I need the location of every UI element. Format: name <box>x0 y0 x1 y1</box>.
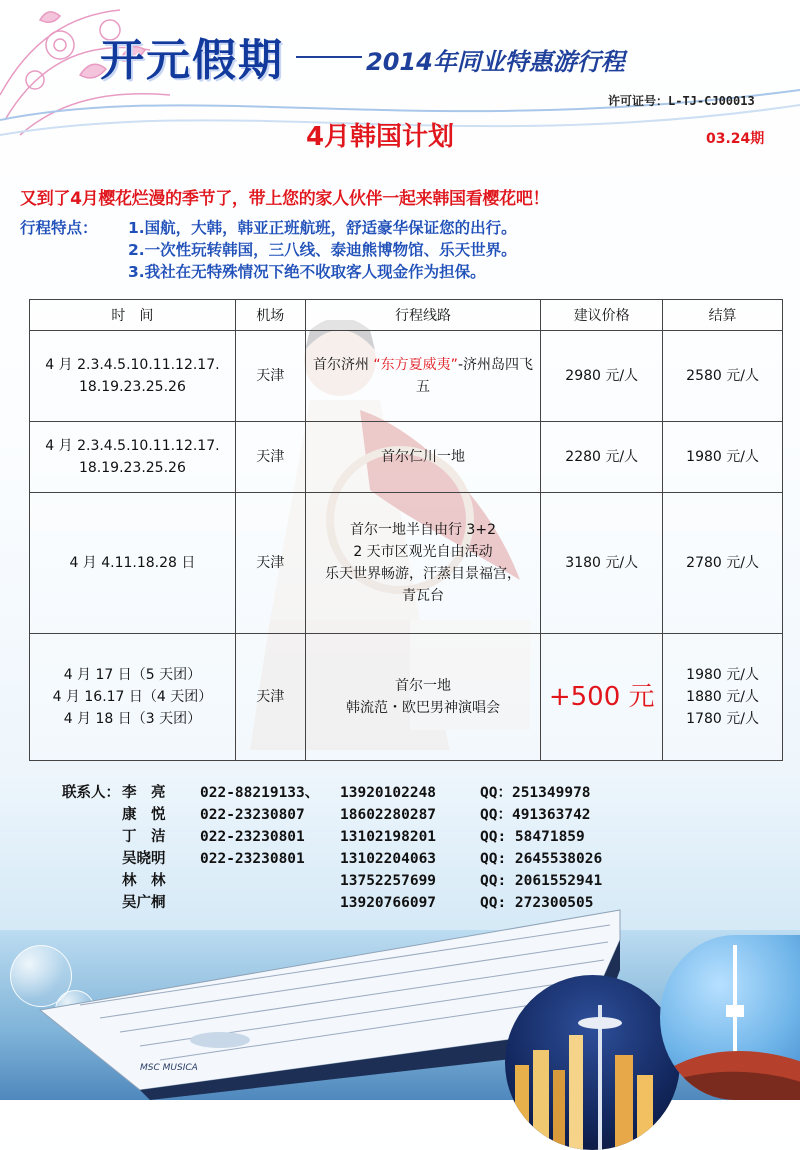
seoul-tower-image <box>660 935 800 1100</box>
price-cell: 2980 元/人 <box>541 331 663 422</box>
issue-number: 03.24期 <box>706 131 765 147</box>
contact-phone: 022-23230801 <box>200 829 305 845</box>
feature-item <box>20 239 780 261</box>
contact-row <box>62 826 762 848</box>
feature-item <box>20 217 780 239</box>
table-row <box>30 493 783 634</box>
brand-title: 开元假期 <box>100 35 284 86</box>
contact-phone: 022-88219133、 <box>200 785 320 801</box>
settlement-cell: 1980 元/人 <box>663 422 783 493</box>
contact-qq: QQ：491363742 <box>480 807 591 823</box>
contact-row <box>62 804 762 826</box>
contact-mobile: 13102198201 <box>340 829 437 845</box>
contact-qq: QQ: 58471859 <box>480 829 585 845</box>
contact-qq: QQ: 272300505 <box>480 895 594 911</box>
airport-cell: 天津 <box>235 331 305 422</box>
contact-row <box>62 892 762 914</box>
contacts-label: 联系人： <box>62 785 120 801</box>
route-cell: 首尔仁川一地 <box>305 422 541 493</box>
contact-name: 李 亮 <box>122 785 166 801</box>
itinerary-table <box>29 299 783 761</box>
contact-mobile: 13102204063 <box>340 851 437 867</box>
header-settlement: 结算 <box>663 300 783 331</box>
contact-name: 丁 洁 <box>122 829 166 845</box>
contact-qq: QQ: 2061552941 <box>480 873 603 889</box>
price-cell: 3180 元/人 <box>541 493 663 634</box>
header-route: 行程线路 <box>305 300 541 331</box>
table-row <box>30 422 783 493</box>
contact-qq: QQ: 2645538026 <box>480 851 603 867</box>
date-cell: 4 月 2.3.4.5.10.11.12.17. 18.19.23.25.26 <box>30 331 236 422</box>
contact-mobile: 13920102248 <box>340 785 437 801</box>
price-cell: 2280 元/人 <box>541 422 663 493</box>
header-price: 建议价格 <box>541 300 663 331</box>
contact-mobile: 13920766097 <box>340 895 437 911</box>
promo-slogan: 又到了4月樱花烂漫的季节了，带上您的家人伙伴一起来韩国看樱花吧！ <box>20 189 550 209</box>
contact-name: 康 悦 <box>122 807 166 823</box>
contact-qq: QQ：251349978 <box>480 785 591 801</box>
price-surcharge: +500 元 <box>541 634 663 761</box>
table-row <box>30 634 783 761</box>
contact-name: 吴广桐 <box>122 895 166 911</box>
feature-text: 1.国航，大韩，韩亚正班航班，舒适豪华保证您的出行。 <box>128 219 517 237</box>
settlement-cell: 1980 元/人 1880 元/人 1780 元/人 <box>663 634 783 761</box>
features-label: 行程特点： <box>20 219 98 237</box>
route-cell: 首尔一地 韩流范・欧巴男神演唱会 <box>305 634 541 761</box>
date-cell: 4 月 17 日（5 天团） 4 月 16.17 日（4 天团） 4 月 18 日（3 天团） <box>30 634 236 761</box>
feature-text: 2.一次性玩转韩国，三八线、泰迪熊博物馆、乐天世界。 <box>128 241 517 259</box>
settlement-cell: 2580 元/人 <box>663 331 783 422</box>
route-cell: 首尔一地半自由行 3+2 2 天市区观光自由活动 乐天世界畅游，汗蒸目景福宫， 青瓦台 <box>305 493 541 634</box>
contact-mobile: 18602280287 <box>340 807 437 823</box>
table-header-row <box>30 300 783 331</box>
feature-item <box>20 261 780 283</box>
title-dash-divider <box>296 56 362 58</box>
date-cell: 4 月 4.11.18.28 日 <box>30 493 236 634</box>
feature-text: 3.我社在无特殊情况下绝不收取客人现金作为担保。 <box>128 263 486 281</box>
date-cell: 4 月 2.3.4.5.10.11.12.17. 18.19.23.25.26 <box>30 422 236 493</box>
route-cell: 首尔济州 “东方夏威夷”-济州岛四飞五 <box>305 331 541 422</box>
contact-phone: 022-23230807 <box>200 807 305 823</box>
contact-mobile: 13752257699 <box>340 873 437 889</box>
route-highlight: “东方夏威夷” <box>373 357 458 373</box>
plan-title: 4月韩国计划 <box>305 122 455 152</box>
contact-row <box>62 782 762 804</box>
license-number: 许可证号：L-TJ-CJ00013 <box>608 94 755 108</box>
header-date: 时 间 <box>30 300 236 331</box>
settlement-cell: 2780 元/人 <box>663 493 783 634</box>
table-row <box>30 331 783 422</box>
contact-name: 吴晓明 <box>122 851 166 867</box>
contact-name: 林 林 <box>122 873 166 889</box>
contact-row <box>62 848 762 870</box>
itinerary-features <box>20 217 780 283</box>
seattle-skyline-image <box>505 975 680 1150</box>
airport-cell: 天津 <box>235 422 305 493</box>
header-airport: 机场 <box>235 300 305 331</box>
brand-subtitle: 2014年同业特惠游行程 <box>366 48 625 76</box>
svg-text:MSC MUSICA: MSC MUSICA <box>140 1063 198 1073</box>
contact-row <box>62 870 762 892</box>
airport-cell: 天津 <box>235 493 305 634</box>
airport-cell: 天津 <box>235 634 305 761</box>
contact-list <box>62 782 762 914</box>
contact-phone: 022-23230801 <box>200 851 305 867</box>
